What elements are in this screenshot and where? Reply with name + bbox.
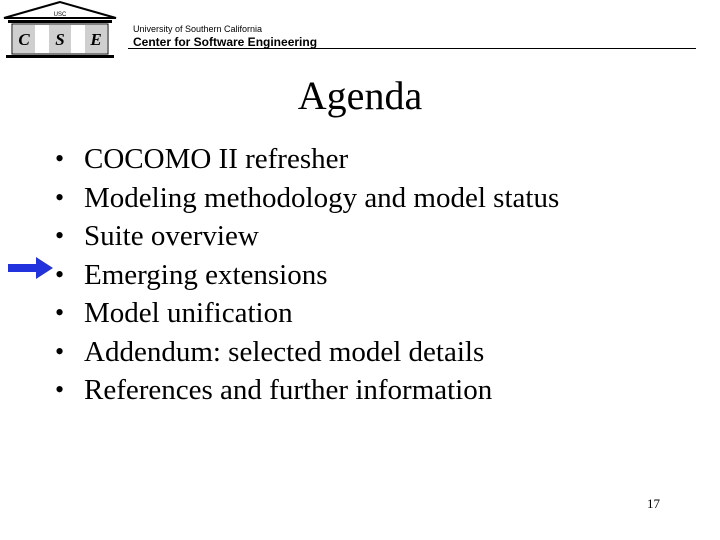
header-rule: [128, 48, 696, 49]
page-number: 17: [647, 496, 660, 511]
agenda-item-label: Suite overview: [84, 220, 259, 252]
logo-letter-e: E: [90, 30, 102, 49]
center-name: Center for Software Engineering: [133, 35, 318, 49]
agenda-item-label: Addendum: selected model details: [84, 335, 485, 368]
agenda-item: [0, 333, 720, 372]
bullet: •: [55, 259, 65, 289]
agenda-item-label: COCOMO II refresher: [84, 143, 349, 175]
cse-logo-icon: [0, 0, 120, 62]
bullet: •: [55, 298, 65, 327]
agenda-item-label: Model unification: [84, 297, 293, 329]
agenda-item-label: Emerging extensions: [84, 258, 328, 291]
agenda-item-label: References and further information: [84, 374, 493, 406]
university-name: University of Southern California: [133, 24, 263, 34]
agenda-item-current: [0, 256, 720, 295]
slide-title: Agenda: [297, 73, 423, 118]
agenda-item: [0, 179, 720, 218]
agenda-item: [0, 217, 720, 256]
logo-small-text: USC: [53, 12, 67, 18]
arrow-right-icon: [8, 256, 54, 280]
agenda-item-label: Modeling methodology and model status: [84, 181, 560, 214]
bullet: •: [55, 336, 65, 366]
agenda-item: [0, 294, 720, 333]
bullet: •: [55, 144, 65, 173]
agenda-list: [0, 140, 720, 410]
bullet: •: [55, 221, 65, 250]
agenda-item: [0, 140, 720, 179]
bullet: •: [55, 182, 65, 212]
logo-letter-c: C: [18, 30, 30, 49]
logo-letter-s: S: [55, 30, 65, 49]
header-text: [133, 24, 317, 49]
agenda-item: [0, 371, 720, 410]
bullet: •: [55, 375, 65, 404]
